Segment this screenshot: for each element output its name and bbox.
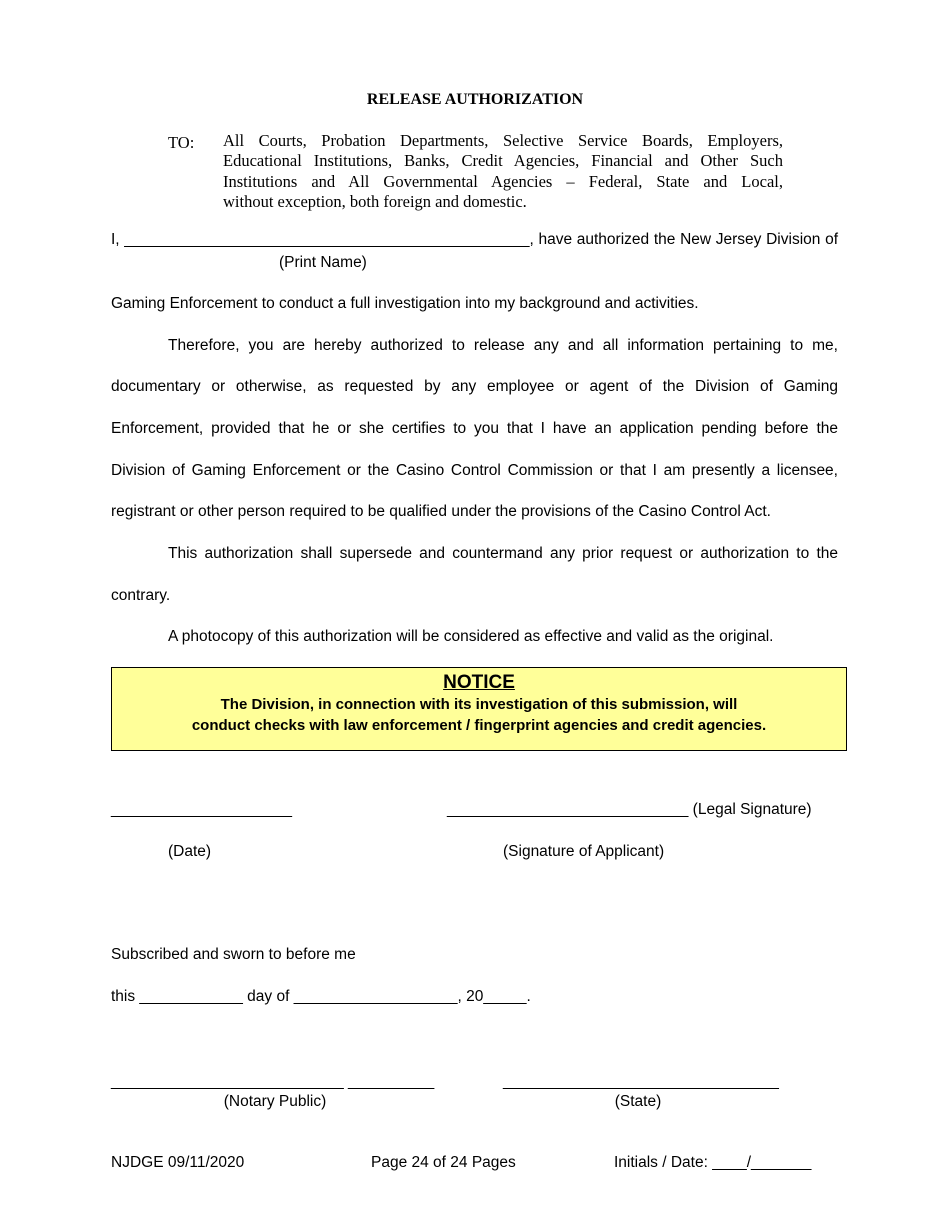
date-label: (Date) [168,843,212,860]
addressee-line: without exception, both foreign and domestic. [223,192,527,212]
applicant-signature-label: (Signature of Applicant) [503,843,665,860]
addressee-line: Educational Institutions, Banks, Credit Agencies, Financial and Other Such [223,151,783,171]
body-line: registrant or other person required to be qualified under the provisions of the Casino Control Act. [111,503,771,520]
body-line: documentary or otherwise, as requested by any employee or agent of the Division of Gaming [111,378,838,395]
body-line: A photocopy of this authorization will be considered as effective and valid as the original. [168,628,774,645]
date-field[interactable]: _____________________ [111,801,293,818]
addressee-line: All Courts, Probation Departments, Selective Service Boards, Employers, [223,131,783,150]
sworn-statement: Subscribed and sworn to before me [111,946,356,963]
body-line: Therefore, you are hereby authorized to release any and all information pertaining to me, [168,337,838,354]
addressee-line: Institutions and All Governmental Agencies – Federal, State and Local, [223,171,783,191]
notary-public-label: (Notary Public) [223,1093,327,1110]
body-line: contrary. [111,587,171,604]
body-line: Gaming Enforcement to conduct a full investigation into my background and activities. [111,295,699,312]
form-id: NJDGE 09/11/2020 [111,1154,245,1171]
addressee-block [223,131,783,213]
state-label: (State) [614,1093,662,1110]
notice-text: The Division, in connection with its investigation of this submission, will [220,696,738,713]
initials-date-field[interactable]: Initials / Date: ____/_______ [614,1154,812,1171]
page-number: Page 24 of 24 Pages [371,1154,516,1171]
page-title: RELEASE AUTHORIZATION [366,91,584,108]
sworn-date-fields[interactable]: this ____________ day of ___________________, 20_____. [111,988,531,1005]
notice-title: NOTICE [443,672,515,693]
body-line: Division of Gaming Enforcement or the Casino Control Commission or that I am presently a licensee, [111,462,838,479]
body-line: Enforcement, provided that he or she certifies to you that I have an application pending before the [111,420,838,437]
notice-box [111,667,847,751]
signature-field[interactable]: ____________________________ (Legal Signature) [447,801,812,818]
print-name-label: (Print Name) [279,254,367,271]
notice-text: conduct checks with law enforcement / fingerprint agencies and credit agencies. [191,717,767,734]
print-name-line[interactable]: I, _______________________________________________, have authorized the New Jersey Division of [111,231,838,248]
notary-signature-field[interactable]: ___________________________ __________ [111,1073,435,1090]
body-line: This authorization shall supersede and countermand any prior request or authorization to the [168,545,838,562]
state-field[interactable]: ________________________________ [503,1073,779,1090]
to-label: TO: [168,133,195,152]
